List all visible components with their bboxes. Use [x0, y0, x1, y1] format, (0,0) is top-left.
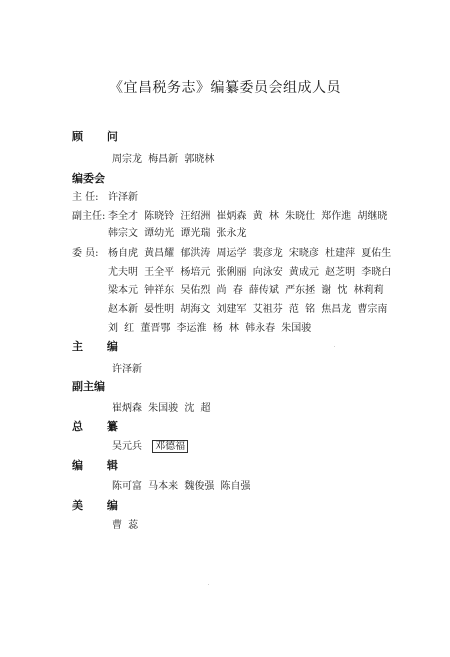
member-line-1: 杨自虎 黄昌耀 郁洪涛 周运学 裴彦龙 宋晓彦 杜建萍 夏佑生	[108, 248, 392, 259]
art-editor-name: 曹 蕊	[112, 520, 139, 531]
deputy-director-line-1: 李全才 陈晓铃 汪绍洲 崔炳森 黄 林 朱晓仕 郑作進 胡继晓	[108, 211, 388, 222]
editor-heading: 编 辑	[72, 459, 128, 472]
director-label: 主 任:	[72, 192, 99, 203]
committee-heading: 编委会	[72, 172, 105, 185]
member-line-5: 刘 红 董晋鄂 李运淮 杨 林 韩永春 朱国骏	[108, 323, 312, 334]
deputy-editor-names: 崔炳森 朱国骏 沈 超	[112, 403, 211, 414]
general-compiler-names	[112, 437, 188, 452]
director-name: 许泽新	[108, 192, 138, 203]
general-compiler-heading: 总 纂	[72, 420, 128, 433]
general-compiler-name-boxed: 邓德福	[152, 440, 188, 453]
chief-editor-name: 许泽新	[112, 364, 142, 375]
scan-speck	[334, 346, 335, 347]
member-line-4: 赵本新 晏性明 胡海文 刘建军 艾祖芬 范 铭 焦昌龙 曹宗南	[108, 304, 388, 315]
general-compiler-name-plain: 吴元兵	[112, 441, 142, 452]
page-title: 《宜昌税务志》编纂委员会组成人员	[109, 80, 341, 96]
member-label: 委 员:	[72, 248, 99, 259]
deputy-editor-heading: 副主编	[72, 380, 105, 393]
scan-speck	[208, 584, 209, 585]
editor-names: 陈可富 马本来 魏俊强 陈自强	[112, 481, 251, 492]
art-editor-heading: 美 编	[72, 499, 128, 512]
member-line-2: 尤夫明 王全平 杨培元 张俐丽 向泳安 黄成元 赵芝明 李晓白	[108, 267, 392, 278]
member-line-3: 梁本元 钟祥东 吴佑烈 尚 春 薛传斌 严东拯 谢 忱 林莉莉	[108, 285, 384, 296]
deputy-director-label: 副主任:	[72, 211, 106, 222]
advisor-names: 周宗龙 梅昌新 郭晓林	[112, 154, 215, 165]
deputy-director-line-2: 韩宗文 谭幼光 谭光瑞 张永龙	[108, 228, 247, 239]
advisor-heading: 顾 问	[72, 130, 128, 143]
chief-editor-heading: 主 编	[72, 340, 128, 353]
